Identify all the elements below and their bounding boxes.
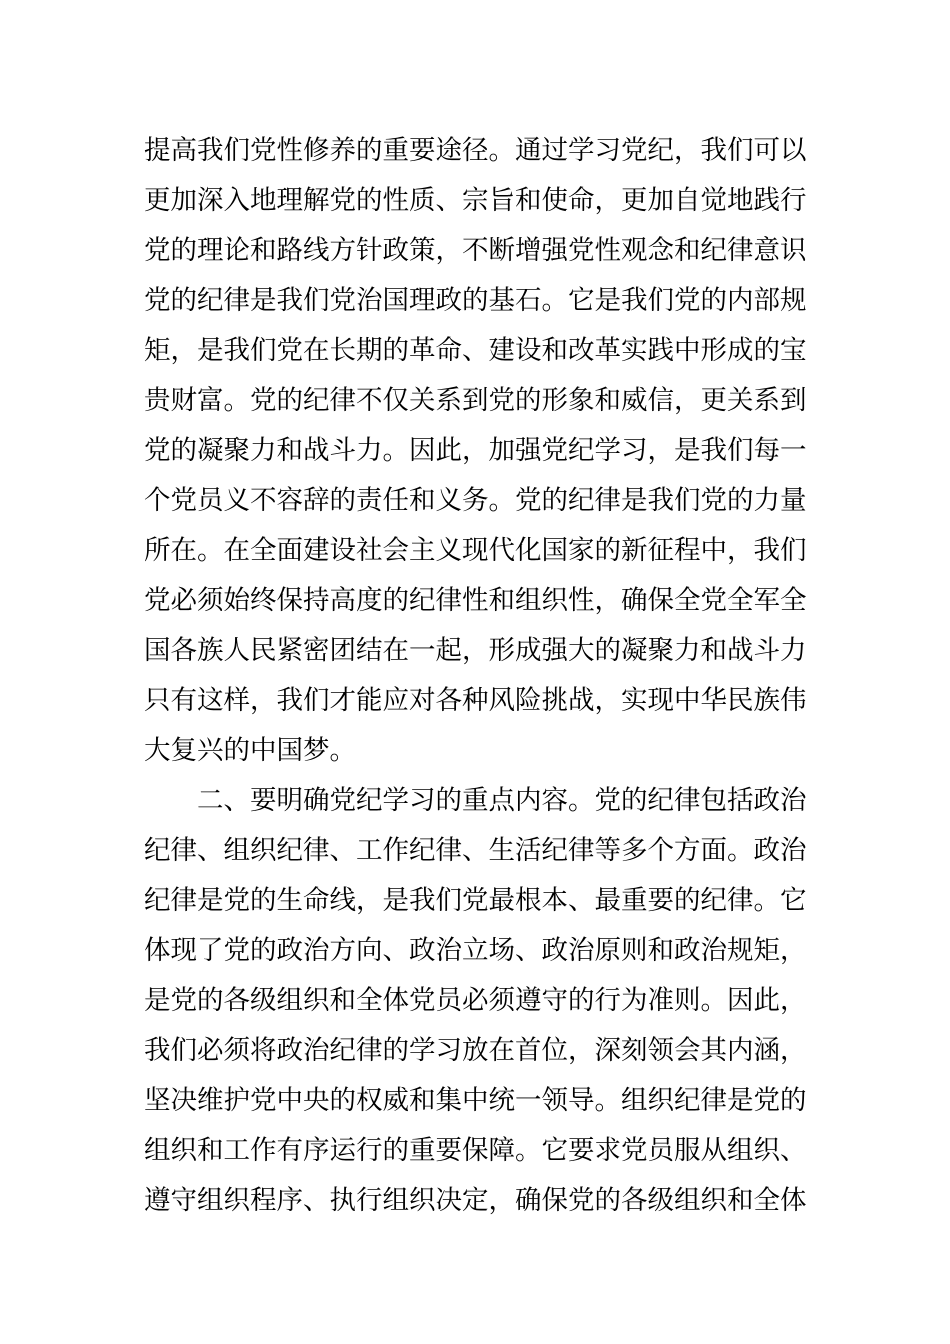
text-line: 体现了党的政治方向、政治立场、政治原则和政治规矩， (144, 935, 807, 966)
text-line: 党的理论和路线方针政策，不断增强党性观念和纪律意识 (144, 235, 807, 266)
text-line: 贵财富。党的纪律不仅关系到党的形象和威信，更关系到 (144, 385, 807, 416)
section-heading-line: 二、要明确党纪学习的重点内容。党的纪律包括政治 (197, 785, 807, 816)
text-line: 所在。在全面建设社会主义现代化国家的新征程中，我们 (144, 535, 807, 566)
text-line: 组织和工作有序运行的重要保障。它要求党员服从组织、 (144, 1135, 807, 1166)
text-line: 我们必须将政治纪律的学习放在首位，深刻领会其内涵， (144, 1035, 807, 1066)
text-line: 大复兴的中国梦。 (144, 735, 356, 766)
text-line: 提高我们党性修养的重要途径。通过学习党纪，我们可以 (144, 135, 807, 166)
text-line: 遵守组织程序、执行组织决定，确保党的各级组织和全体 (144, 1185, 807, 1216)
text-line: 矩，是我们党在长期的革命、建设和改革实践中形成的宝 (144, 335, 807, 366)
text-line: 党的凝聚力和战斗力。因此，加强党纪学习，是我们每一 (144, 435, 807, 466)
text-line: 纪律、组织纪律、工作纪律、生活纪律等多个方面。政治 (144, 835, 807, 866)
text-line: 个党员义不容辞的责任和义务。党的纪律是我们党的力量 (144, 485, 807, 516)
text-line: 纪律是党的生命线，是我们党最根本、最重要的纪律。它 (144, 885, 807, 916)
text-line: 坚决维护党中央的权威和集中统一领导。组织纪律是党的 (144, 1085, 807, 1116)
text-line: 党的纪律是我们党治国理政的基石。它是我们党的内部规 (144, 285, 807, 316)
text-line: 党必须始终保持高度的纪律性和组织性，确保全党全军全 (144, 585, 807, 616)
text-line: 更加深入地理解党的性质、宗旨和使命，更加自觉地践行 (144, 185, 807, 216)
document-body (144, 126, 814, 1226)
text-line: 国各族人民紧密团结在一起，形成强大的凝聚力和战斗力 (144, 635, 807, 666)
text-line: 只有这样，我们才能应对各种风险挑战，实现中华民族伟 (144, 685, 807, 716)
text-line: 是党的各级组织和全体党员必须遵守的行为准则。因此， (144, 985, 807, 1016)
